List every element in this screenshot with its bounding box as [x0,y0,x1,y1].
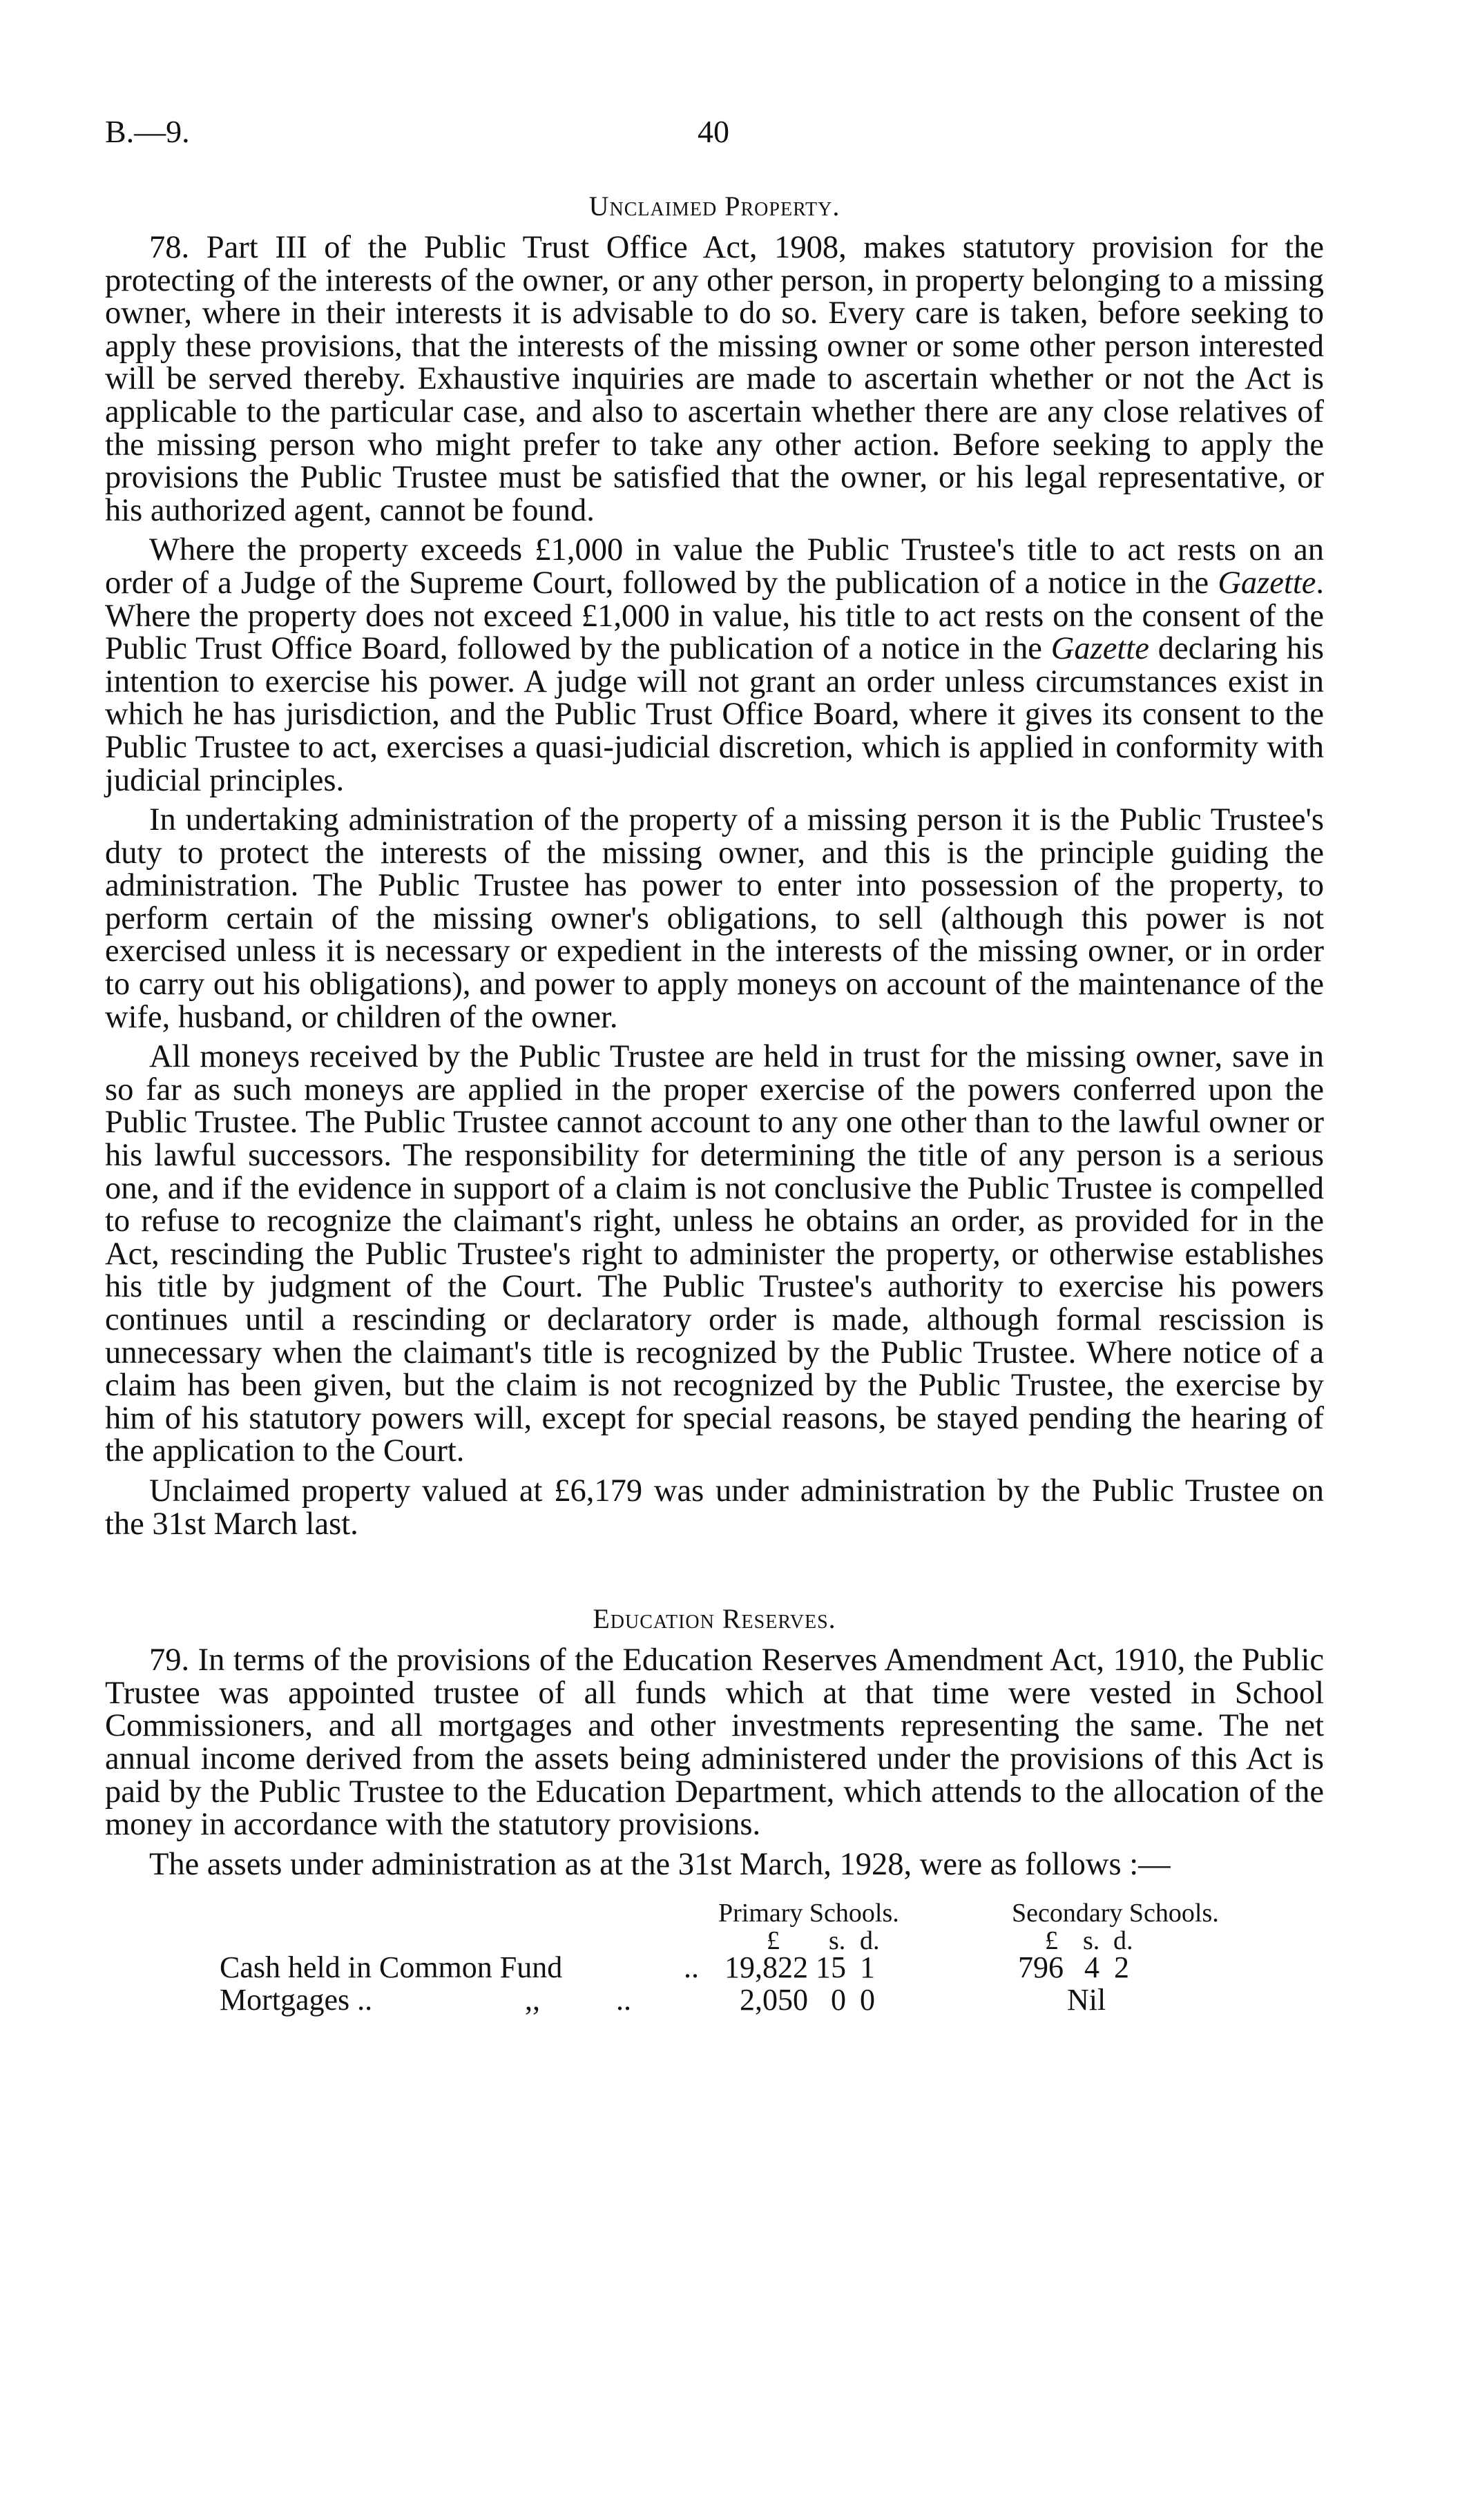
secondary-shillings: 4 [1084,1950,1099,1985]
paragraph-moneys: All moneys received by the Public Trustee are held in trust for the missing owner, save in so far as such moneys are applied in the proper exercise of the powers conferred upon the Public Trustee. The Public Trustee cannot account to any one other than to the lawful owner or his lawful successors. The responsibility for determining the title of any person is a serious one, and if the evidence in support of a claim is not conclusive the Public Trustee is compelled to refuse to recognize the claimant's right, unless he obtains an order, as provided for in the Act, rescinding the Public Trustee's right to administer the property, or otherwise establishes his title by judgment of the Court. The Public Trustee's authority to exercise his powers continues until a rescinding or declaratory order is made, although formal rescission is unnecessary when the claimant's title is recognized by the Public Trustee. Where notice of a claim has been given, but the claim is not recognized by the Public Trustee, the exercise by him of his statutory powers will, except for special reasons, be stayed pending the hearing of the application to the Court. [105,1039,1324,1469]
row-label: Cash held in Common Fund [220,1950,563,1985]
unit-pounds: £ [767,1926,780,1956]
row-leader: ,, .. [525,1983,631,2017]
primary-pounds: 19,822 [724,1950,808,1985]
paragraph-78: 78. Part III of the Public Trust Office Act, 1908, makes statutory provision for the protecting of the interests of the owner, or any other person, in property belonging to a missing owner, where in their interests it is advisable to do so. Every care is taken, before seeking to apply these provisions, that the interests of the missing owner or some other person interested will be served thereby. Exhaustive inquiries are made to ascertain whether or not the Act is applicable to the particular case, and also to ascertain whether there are any close relatives of the missing person who might prefer to take any other action. Before seeking to apply the provisions the Public Trustee must be satisfied that the owner, or his legal representative, or his authorized agent, cannot be found. [105,230,1324,528]
unit-pence: d. [860,1926,880,1956]
primary-shillings: 15 [816,1950,846,1985]
unit-shillings: s. [829,1926,846,1956]
primary-pence: 1 [860,1950,875,1985]
section-heading-unclaimed-property: Unclaimed Property. [588,191,841,222]
page-number: 40 [698,114,729,149]
row-label: Mortgages .. [220,1983,373,2017]
unit-pence: d. [1113,1926,1133,1956]
paragraph-administration: In undertaking administration of the property of a missing person it is the Public Trustee's duty to protect the interests of the missing owner, and this is the principle guiding the administration. The Public Trustee has power to enter into possession of the property, to perform certain of the missing owner's obligations, to sell (although this power is not exercised unless it is necessary or expedient in the interests of the missing owner, or in order to carry out his obligations), and power to apply moneys on account of the maintenance of the wife, husband, or children of the owner. [105,802,1324,1035]
primary-pounds: 2,050 [740,1983,808,2017]
unit-pounds: £ [1045,1926,1058,1956]
paragraph-79: 79. In terms of the provisions of the Education Reserves Amendment Act, 1910, the Public Trustee was appointed trustee of all funds which at that time were vested in School Commissioners, and all mortgages and other investments representing the same. The net annual income derived from the assets being administered under the provisions of this Act is paid by the Public Trustee to the Education Department, which attends to the allocation of the money in accordance with the statutory provisions. [105,1642,1324,1843]
section-heading-education-reserves: Education Reserves. [593,1603,836,1635]
assets-table [105,1897,1324,2035]
secondary-pence: 2 [1114,1950,1129,1985]
primary-shillings: 0 [831,1983,846,2017]
document-code: B.—9. [105,114,190,149]
unit-shillings: s. [1083,1926,1100,1956]
paragraph-assets-intro: The assets under administration as at the 31st March, 1928, were as follows :— [149,1846,1171,1882]
page-header [105,114,1324,162]
paragraph-unclaimed-value: Unclaimed property valued at £6,179 was under administration by the Public Trustee on the 31st March last. [105,1473,1324,1542]
column-group-secondary: Secondary Schools. [1012,1899,1219,1928]
paragraph-property-value: Where the property exceeds £1,000 in value the Public Trustee's title to act rests on an order of a Judge of the Supreme Court, followed by the publication of a notice in the Gazette. Where the property does not exceed £1,000 in value, his title to act rests on the consent of the Public Trust Office Board, followed by the publication of a notice in the Gazette declaring his intention to exercise his power. A judge will not grant an order unless circumstances exist in which he has jurisdiction, and the Public Trust Office Board, where it gives its consent to the Public Trustee to act, exercises a quasi-judicial discretion, which is applied in conformity with judicial principles. [105,532,1324,798]
row-leader: .. [684,1950,699,1985]
primary-pence: 0 [860,1983,875,2017]
secondary-pounds: 796 [1018,1950,1064,1985]
column-group-primary: Primary Schools. [718,1899,899,1928]
secondary-nil: Nil [1067,1983,1106,2017]
